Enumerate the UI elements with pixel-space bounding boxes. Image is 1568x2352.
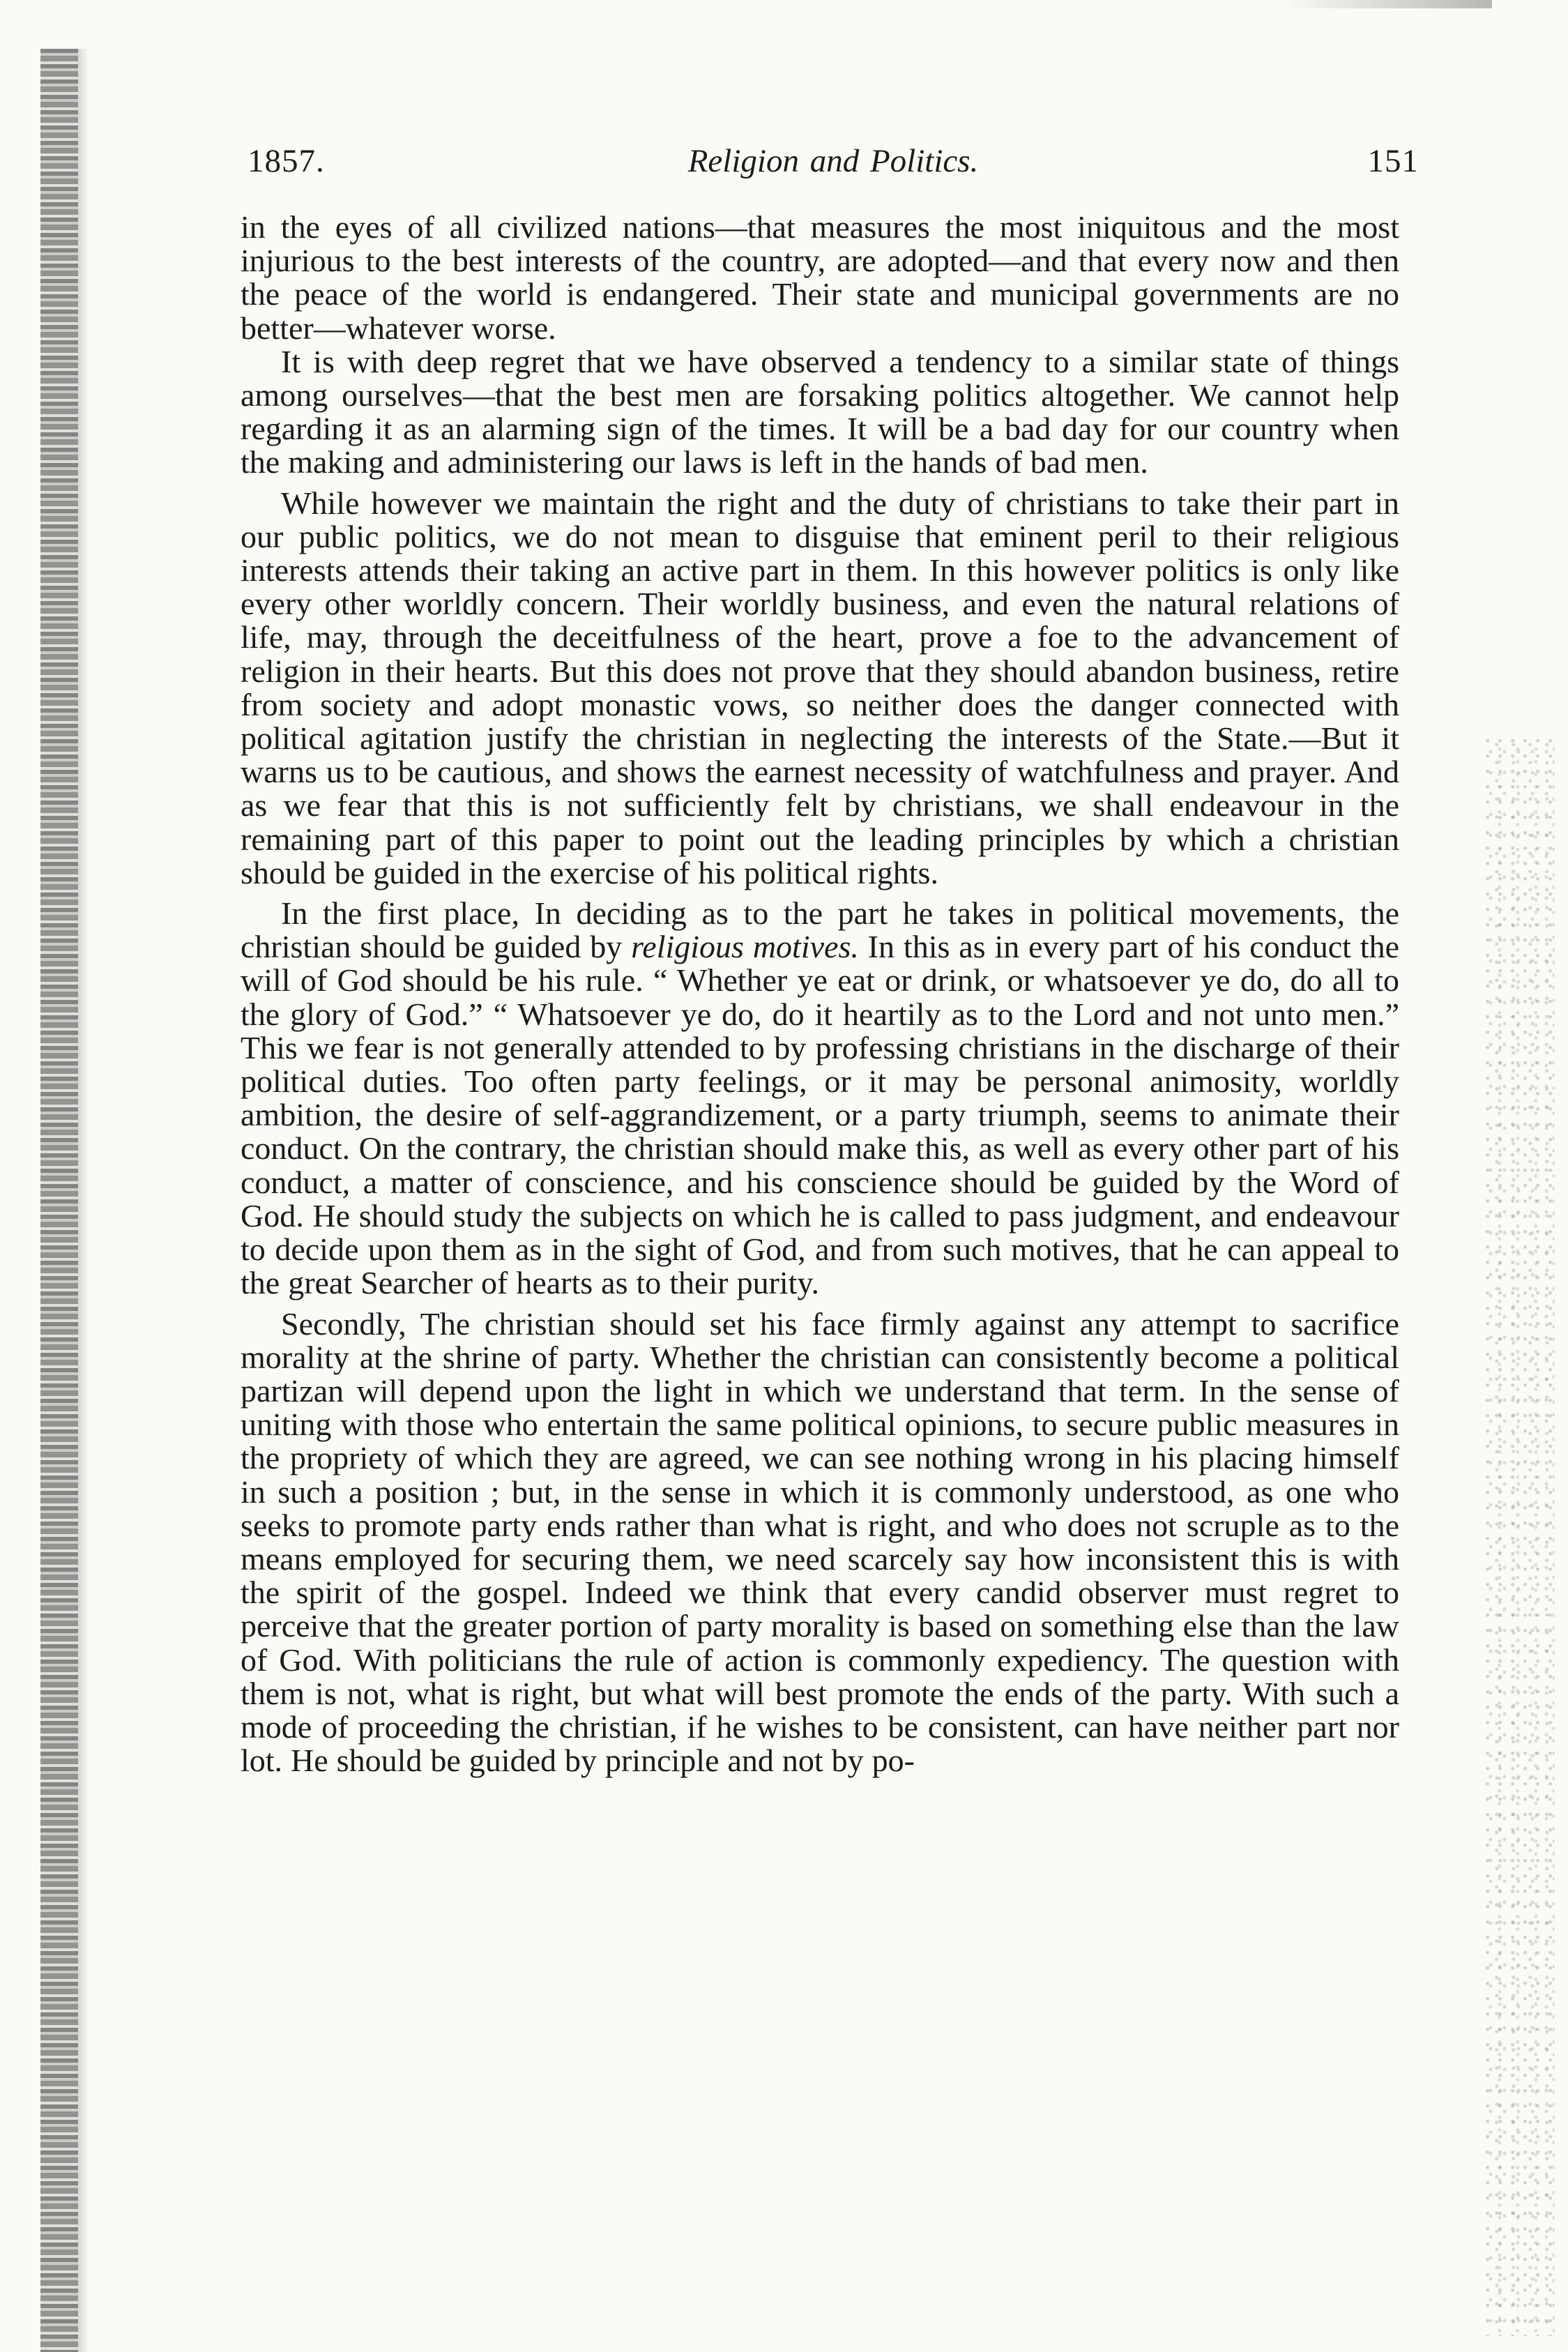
running-title: Religion and Politics. (687, 143, 979, 179)
running-header (248, 145, 1419, 201)
ink-bleed-margin (1485, 739, 1555, 2336)
paragraph-first-place (241, 897, 1399, 1300)
paragraph-first-place-lead: In the first place, In deciding as to the part he takes in political movements, the christian should be guided by (241, 895, 1399, 965)
paragraph-first-place-rest: In this as in every part of his conduct the will of God should be his rule. “ Whether ye eat or drink, or whatsoever ye do, do all to the glory of God.” “ Whatsoever ye do, do it heartily as to the Lord and not unto men.” This we fear is not generally attended to by professing christians in the discharge of their political duties. Too often party feelings, or it may be personal animosity, worldly ambition, the desire of self-aggrandizement, or a party triumph, seems to animate their conduct. On the contrary, the christian should make this, as well as every other part of his conduct, a matter of conscience, and his conscience should be guided by the Word of God. He should study the subjects on which he is called to pass judgment, and endeavour to decide upon them as in the sight of God, and from such motives, that he can appeal to the great Searcher of hearts as to their purity. (241, 929, 1399, 1301)
emphasis-religious-motives: religious motives. (631, 929, 859, 965)
header-year: 1857. (248, 143, 325, 179)
paragraph-duty: While however we maintain the right and the duty of christians to take their part in our public politics, we do not mean to disguise that eminent peril to their religious interests attends their taking an active part in them. In this however politics is only like every other worldly concern. Their worldly business, and even the natural relations of life, may, through the deceitfulness of the heart, prove a foe to the advancement of religion in their hearts. But this does not prove that they should abandon business, retire from society and adopt monastic vows, so neither does the danger connected with political agitation justify the christian in neglecting the interests of the State.—But it warns us to be cautious, and shows the earnest necessity of watchfulness and prayer. And as we fear that this is not sufficiently felt by christians, we shall endeavour in the remaining part of this paper to point out the leading principles by which a christian should be guided in the exercise of his political rights. (241, 485, 1399, 890)
page-number: 151 (1367, 143, 1419, 179)
book-binding-edge (40, 49, 78, 2352)
paragraph-regret: It is with deep regret that we have observed a tendency to a similar state of things among ourselves—that the best men are forsaking politics altogether. We cannot help regarding it as an alarming sign of the times. It will be a bad day for our country when the making and administering our laws is left in the hands of bad men. (241, 343, 1399, 480)
scan-artifact-top (1283, 0, 1492, 8)
article-body (241, 211, 1399, 1777)
paragraph-secondly: Secondly, The christian should set his face firmly against any attempt to sacrifice morality at the shrine of party. Whether the christian can consistently become a political partizan will depend upon the light in which we understand that term. In the sense of uniting with those who entertain the same political opinions, to secure public measures in the propriety of which they are agreed, we can see nothing wrong in his placing himself in such a position ; but, in the sense in which it is commonly understood, as one who seeks to promote party ends rather than what is right, and who does not scruple as to the means employed for securing them, we need scarcely say how inconsistent this is with the spirit of the gospel. Indeed we think that every candid observer must regret to perceive that the greater portion of party morality is based on something else than the law of God. With politicians the rule of action is commonly expediency. The question with them is not, what is right, but what will best promote the ends of the party. With such a mode of proceeding the christian, if he wishes to be consistent, can have neither part nor lot. He should be guided by principle and not by po- (241, 1305, 1399, 1779)
paragraph-continuation: in the eyes of all civilized nations—that measures the most iniquitous and the most injurious to the best interests of the country, are adopted—and that every now and then the peace of the world is endangered. Their state and municipal governments are no better—whatever worse. (241, 209, 1399, 346)
